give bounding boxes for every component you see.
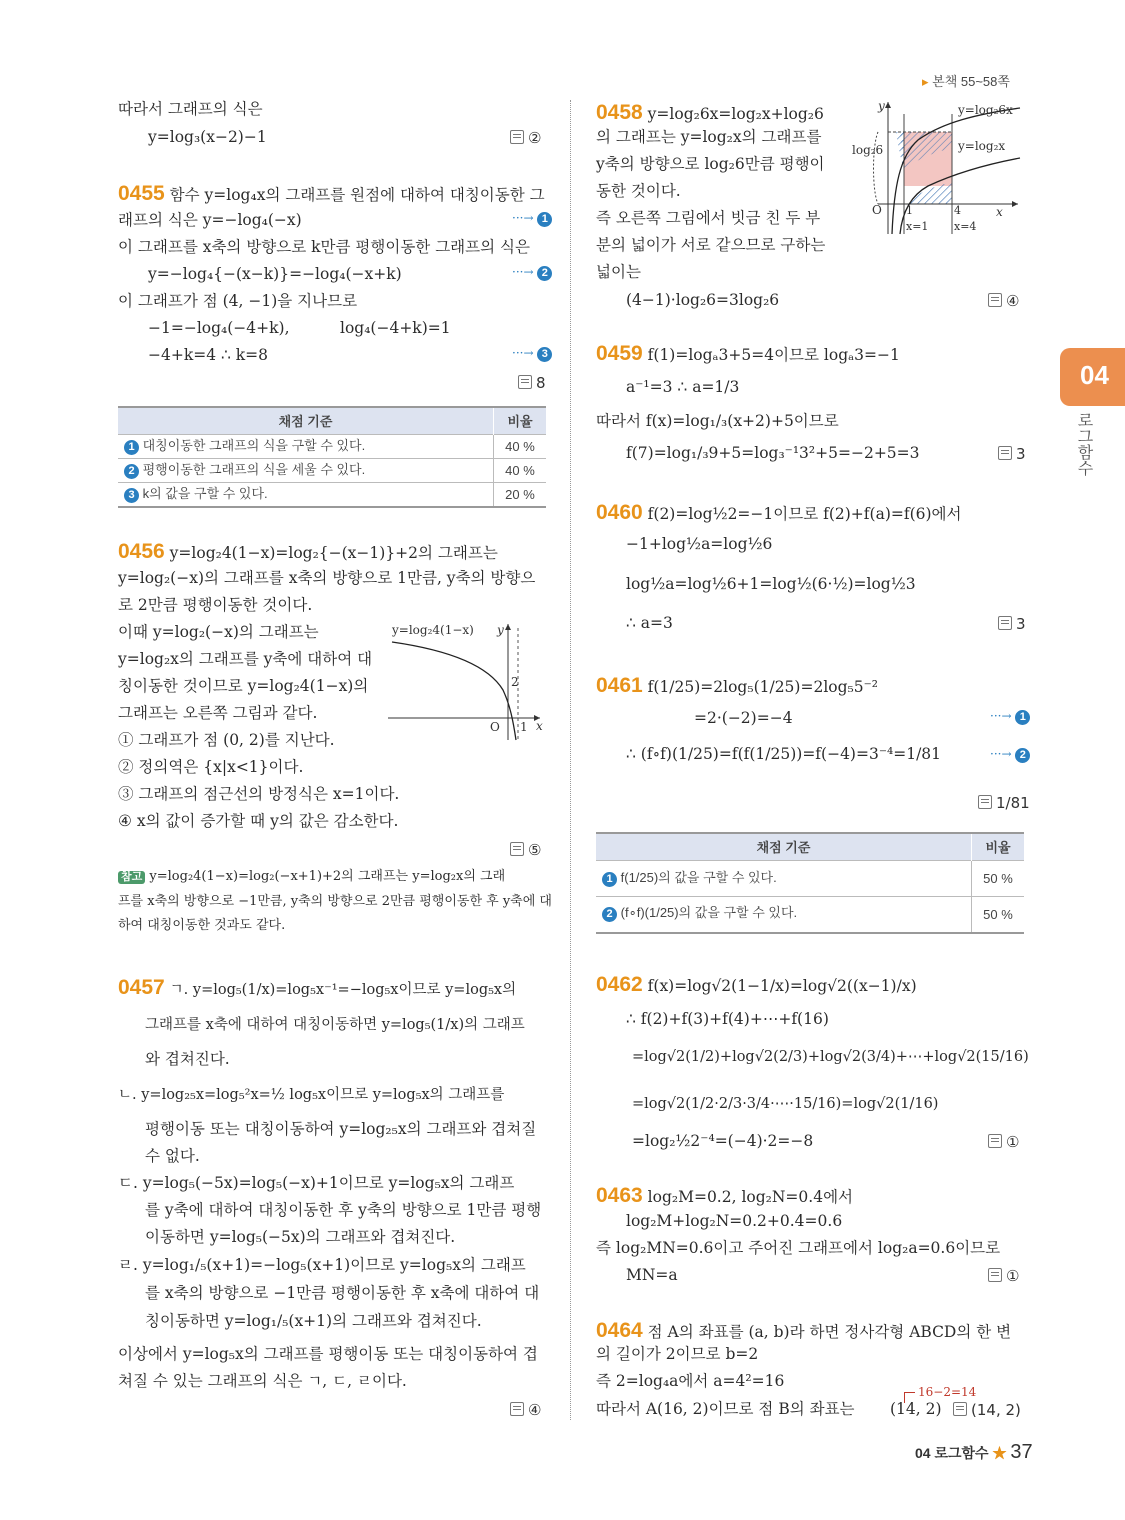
text-line: 넓이는 <box>596 263 641 281</box>
answer-value: ② <box>528 129 542 147</box>
table-cell: k의 값을 구할 수 있다. <box>142 485 268 501</box>
answer <box>978 795 1030 811</box>
step-badge: 1 <box>602 872 617 887</box>
text-line: f(x)=log√2(1−1/x)=log√2((x−1)/x) <box>647 977 917 995</box>
table-cell: 대칭이동한 그래프의 식을 구할 수 있다. <box>142 437 366 453</box>
text-line: MN=a <box>626 1266 678 1284</box>
table-row <box>596 897 1024 933</box>
problem-number: 0457 <box>118 976 165 999</box>
answer-icon <box>510 842 524 856</box>
grading-table <box>596 832 1024 934</box>
graph-curve-label: y=log₂6x <box>958 103 1013 117</box>
graph-tick-label: 1 <box>520 720 528 734</box>
table-cell: 평행이동한 그래프의 식을 세울 수 있다. <box>142 461 366 477</box>
text-line: y=log₂x의 그래프를 y축에 대하여 대 <box>118 650 373 668</box>
answer-icon <box>988 1268 1002 1282</box>
answer-icon <box>978 795 992 809</box>
text-line: 따라서 f(x)=log₁/₃(x+2)+5이므로 <box>596 412 839 430</box>
answer-value: ① <box>1006 1267 1020 1285</box>
text-line: a⁻¹=3 ∴ a=1/3 <box>626 378 740 396</box>
text-line: =2·(−2)=−4 <box>694 709 793 727</box>
step-marker: ···→ 1 <box>990 710 1030 725</box>
problem-number: 0455 <box>118 182 165 205</box>
text-line: ④ x의 값이 증가할 때 y의 값은 감소한다. <box>118 812 399 830</box>
problem-0461 <box>596 675 878 696</box>
text-line: ∴ (f∘f)(1/25)=f(f(1/25))=f(−4)=3⁻⁴=1/81 <box>626 745 942 763</box>
text-line: ∴ a=3 <box>626 614 673 632</box>
answer <box>510 1402 541 1418</box>
table-cell: 40 % <box>494 435 547 459</box>
text-line: −1=−log₄(−4+k), <box>148 319 290 337</box>
text-line: 를 y축에 대하여 대칭이동한 후 y축의 방향으로 1만큼 평행 <box>145 1201 542 1219</box>
step-badge: 2 <box>602 907 617 922</box>
graph-tick-label: 4 <box>954 204 961 217</box>
text-line: 평행이동 또는 대칭이동하여 y=log₂₅x의 그래프와 겹쳐질 <box>145 1120 537 1138</box>
answer <box>953 1402 1021 1418</box>
text-line: 래프의 식은 y=−log₄(−x) <box>118 211 302 229</box>
graph-tick-label: log₂6 <box>852 143 884 157</box>
text-line: 즉 오른쪽 그림에서 빗금 친 두 부 <box>596 209 821 227</box>
table-cell: f(1/25)의 값을 구할 수 있다. <box>620 869 777 885</box>
star-icon: ★ <box>992 1445 1007 1461</box>
answer-icon <box>953 1402 967 1416</box>
problem-0463 <box>596 1185 853 1206</box>
text-line: log½a=log½6+1=log½(6·½)=log½3 <box>626 575 916 593</box>
problem-0456 <box>118 541 498 562</box>
graph-0458 <box>848 96 1028 238</box>
problem-0455 <box>118 183 545 204</box>
step-marker: ···→ 2 <box>990 748 1030 763</box>
text-line: (14, 2) <box>890 1400 942 1418</box>
answer-value: 1/81 <box>996 794 1030 812</box>
answer-value: ④ <box>1006 292 1020 310</box>
answer <box>988 1134 1019 1150</box>
annotation: 16−2=14 <box>918 1385 977 1399</box>
page-footer <box>915 1442 1033 1462</box>
text-line: =log√2(1/2·2/3·3/4·⋯·15/16)=log√2(1/16) <box>632 1096 939 1112</box>
answer-value: (14, 2) <box>971 1401 1021 1419</box>
text-line: (4−1)·log₂6=3log₂6 <box>626 291 780 309</box>
step-badge: 2 <box>1015 748 1030 763</box>
table-row <box>118 483 546 508</box>
text-line: 점 A의 좌표를 (a, b)라 하면 정사각형 ABCD의 한 변 <box>647 1323 1012 1341</box>
step-marker: ···→ 2 <box>512 266 552 281</box>
text-line: 이때 y=log₂(−x)의 그래프는 <box>118 623 319 641</box>
problem-0462 <box>596 974 917 995</box>
chapter-tab <box>1060 348 1125 406</box>
graph-tick-label: 1 <box>906 204 913 217</box>
problem-number: 0463 <box>596 1184 643 1207</box>
step-badge: 1 <box>1015 710 1030 725</box>
text-line: 따라서 A(16, 2)이므로 점 B의 좌표는 <box>596 1400 855 1418</box>
text-line: f(2)=log½2=−1이므로 f(2)+f(a)=f(6)에서 <box>647 505 962 523</box>
text-line: 함수 y=log₄x의 그래프를 원점에 대하여 대칭이동한 그 <box>169 186 545 204</box>
problem-0460 <box>596 502 962 523</box>
text-line: 이상에서 y=log₅x의 그래프를 평행이동 또는 대칭이동하여 겹 <box>118 1345 538 1363</box>
table-cell: 50 % <box>972 897 1025 933</box>
text-line: f(7)=log₁/₃9+5=log₃⁻¹3²+5=−2+5=3 <box>626 444 920 462</box>
problem-number: 0459 <box>596 342 643 365</box>
problem-number: 0461 <box>596 674 643 697</box>
answer-icon <box>510 130 524 144</box>
graph-origin-label: O <box>872 203 882 217</box>
answer-icon <box>988 1134 1002 1148</box>
text-line: 칭이동한 것이므로 y=log₂4(1−x)의 <box>118 677 369 695</box>
graph-tick-label: 2 <box>511 675 519 689</box>
text-line: y=−log₄{−(x−k)}=−log₄(−x+k) <box>148 265 402 283</box>
answer-icon <box>510 1402 524 1416</box>
graph-0456 <box>388 620 548 745</box>
text-line: 의 그래프는 y=log₂x의 그래프를 <box>596 128 822 146</box>
text-line: y=log₂4(1−x)=log₂{−(x−1)}+2의 그래프는 <box>169 544 498 562</box>
answer <box>998 446 1026 462</box>
text-line: 칭이동하면 y=log₁/₅(x+1)의 그래프와 겹쳐진다. <box>145 1312 482 1330</box>
table-row <box>118 459 546 483</box>
problem-number: 0456 <box>118 540 165 563</box>
step-badge: 1 <box>537 212 552 227</box>
text-line: 로 2만큼 평행이동한 것이다. <box>118 596 313 614</box>
text-line: 동한 것이다. <box>596 182 681 200</box>
footer-chapter: 04 로그함수 <box>915 1445 989 1461</box>
problem-0457 <box>118 977 516 998</box>
answer <box>988 293 1019 309</box>
graph-axis-label: x <box>996 205 1003 219</box>
answer-icon <box>518 375 532 389</box>
table-header: 채점 기준 <box>118 407 494 435</box>
graph-axis-label: y <box>878 99 885 113</box>
text-line: =log√2(1/2)+log√2(2/3)+log√2(3/4)+⋯+log√2(15/16) <box>632 1049 1029 1065</box>
text-line: y=log₂(−x)의 그래프를 x축의 방향으로 1만큼, y축의 방향으 <box>118 569 536 587</box>
text-line: ㄱ. y=log₅(1/x)=log₅x⁻¹=−log₅x이므로 y=log₅x의 <box>169 982 517 998</box>
text-line: f(1/25)=2log₅(1/25)=2log₅5⁻² <box>647 678 878 696</box>
text-line: −1+log½a=log½6 <box>626 535 773 553</box>
answer <box>988 1268 1019 1284</box>
table-cell: 40 % <box>494 459 547 483</box>
problem-number: 0462 <box>596 973 643 996</box>
text-line: 그래프를 x축에 대하여 대칭이동하면 y=log₅(1/x)의 그래프 <box>145 1017 525 1033</box>
graph-origin-label: O <box>490 720 500 734</box>
page-number: 37 <box>1010 1441 1033 1463</box>
grading-table <box>118 406 546 508</box>
step-badge: 2 <box>537 266 552 281</box>
answer <box>998 616 1026 632</box>
graph-line-label: x=1 <box>906 220 929 233</box>
table-header: 비율 <box>494 407 547 435</box>
answer-icon <box>998 446 1012 460</box>
graph-axis-label: y <box>497 623 504 637</box>
text-line: ㄴ. y=log₂₅x=log₅²x=½ log₅x이므로 y=log₅x의 그래프를 <box>118 1087 505 1103</box>
text-line: ∴ f(2)+f(3)+f(4)+⋯+f(16) <box>626 1010 829 1028</box>
graph-line-label: x=4 <box>954 220 977 233</box>
text-line: log₄(−4+k)=1 <box>340 319 451 337</box>
text-line: 즉 2=log₄a에서 a=4²=16 <box>596 1372 785 1390</box>
problem-0459 <box>596 343 900 364</box>
text-line: 쳐질 수 있는 그래프의 식은 ㄱ, ㄷ, ㄹ이다. <box>118 1372 407 1390</box>
text-line: ② 정의역은 {x|x<1}이다. <box>118 758 304 776</box>
problem-0464 <box>596 1320 1011 1341</box>
text-line: y=log₃(x−2)−1 <box>148 128 267 146</box>
graph-curve-label: y=log₂x <box>958 139 1006 153</box>
text-line: 이 그래프를 x축의 방향으로 k만큼 평행이동한 그래프의 식은 <box>118 238 530 256</box>
step-marker: ···→ 3 <box>512 347 552 362</box>
table-cell: 20 % <box>494 483 547 508</box>
answer-value: ① <box>1006 1133 1020 1151</box>
text-line: =log₂½2⁻⁴=(−4)·2=−8 <box>632 1132 814 1150</box>
chapter-tab-label: 로그함수 <box>1075 412 1092 476</box>
table-cell: (f∘f)(1/25)의 값을 구할 수 있다. <box>620 905 798 921</box>
text-line: ㄷ. y=log₅(−5x)=log₅(−x)+1이므로 y=log₅x의 그래프 <box>118 1174 515 1192</box>
answer-icon <box>988 293 1002 307</box>
answer <box>510 842 541 858</box>
note-text: 하여 대칭이동한 것과도 같다. <box>118 918 286 933</box>
text-line: 와 겹쳐진다. <box>145 1050 230 1068</box>
note-tag: 참고 <box>118 871 145 884</box>
column-divider <box>570 100 571 1420</box>
answer-value: 3 <box>1016 445 1026 463</box>
text-line: 이동하면 y=log₅(−5x)의 그래프와 겹쳐진다. <box>145 1228 456 1246</box>
text-line: y축의 방향으로 log₂6만큼 평행이 <box>596 155 825 173</box>
text-line: 이 그래프가 점 (4, −1)을 지나므로 <box>118 292 358 310</box>
text-line: 를 x축의 방향으로 −1만큼 평행이동한 후 x축에 대하여 대 <box>145 1284 540 1302</box>
note-text: 프를 x축의 방향으로 −1만큼, y축의 방향으로 2만큼 평행이동한 후 y축에 대 <box>118 894 552 909</box>
table-cell: 50 % <box>972 861 1025 897</box>
page-ref-text: 본책 55~58쪽 <box>932 74 1010 89</box>
problem-0458 <box>596 102 824 123</box>
text-line: y=log₂6x=log₂x+log₂6 <box>647 105 824 123</box>
step-badge: 3 <box>124 488 139 503</box>
answer-icon <box>998 616 1012 630</box>
note <box>118 870 505 884</box>
text-line: 의 길이가 2이므로 b=2 <box>596 1345 759 1363</box>
answer <box>518 375 546 391</box>
answer <box>510 130 541 146</box>
text-line: 즉 log₂MN=0.6이고 주어진 그래프에서 log₂a=0.6이므로 <box>596 1239 1001 1257</box>
answer-value: ⑤ <box>528 841 542 859</box>
text-line: f(1)=logₐ3+5=4이므로 logₐ3=−1 <box>647 346 900 364</box>
table-row <box>118 435 546 459</box>
text-line: ① 그래프가 점 (0, 2)를 지난다. <box>118 731 335 749</box>
answer-value: 8 <box>536 374 546 392</box>
step-badge: 2 <box>124 464 139 479</box>
text-line: ③ 그래프의 점근선의 방정식은 x=1이다. <box>118 785 400 803</box>
problem-number: 0464 <box>596 1319 643 1342</box>
note-text: y=log₂4(1−x)=log₂(−x+1)+2의 그래프는 y=log₂x의 그래 <box>149 869 506 884</box>
graph-curve-label: y=log₂4(1−x) <box>392 623 474 637</box>
problem-number: 0460 <box>596 501 643 524</box>
text-line: 그래프는 오른쪽 그림과 같다. <box>118 704 318 722</box>
table-header: 채점 기준 <box>596 833 972 861</box>
table-row <box>596 861 1024 897</box>
text-line: −4+k=4 ∴ k=8 <box>148 346 269 364</box>
text-line: log₂M+log₂N=0.2+0.4=0.6 <box>626 1212 843 1230</box>
text-line: 따라서 그래프의 식은 <box>118 100 263 118</box>
table-header: 비율 <box>972 833 1025 861</box>
text-line: 분의 넓이가 서로 같으므로 구하는 <box>596 236 826 254</box>
page-ref <box>922 75 1010 88</box>
step-badge: 1 <box>124 440 139 455</box>
answer-value: ④ <box>528 1401 542 1419</box>
text-line: 수 없다. <box>145 1147 200 1165</box>
chevron-right-icon: ▸ <box>922 74 929 89</box>
step-marker: ···→ 1 <box>512 212 552 227</box>
step-badge: 3 <box>537 347 552 362</box>
text-line: ㄹ. y=log₁/₅(x+1)=−log₅(x+1)이므로 y=log₅x의 그래프 <box>118 1256 526 1274</box>
problem-number: 0458 <box>596 101 643 124</box>
chapter-tab-number: 04 <box>1080 360 1109 390</box>
answer-value: 3 <box>1016 615 1026 633</box>
graph-axis-label: x <box>536 719 543 733</box>
text-line: log₂M=0.2, log₂N=0.4에서 <box>647 1188 854 1206</box>
